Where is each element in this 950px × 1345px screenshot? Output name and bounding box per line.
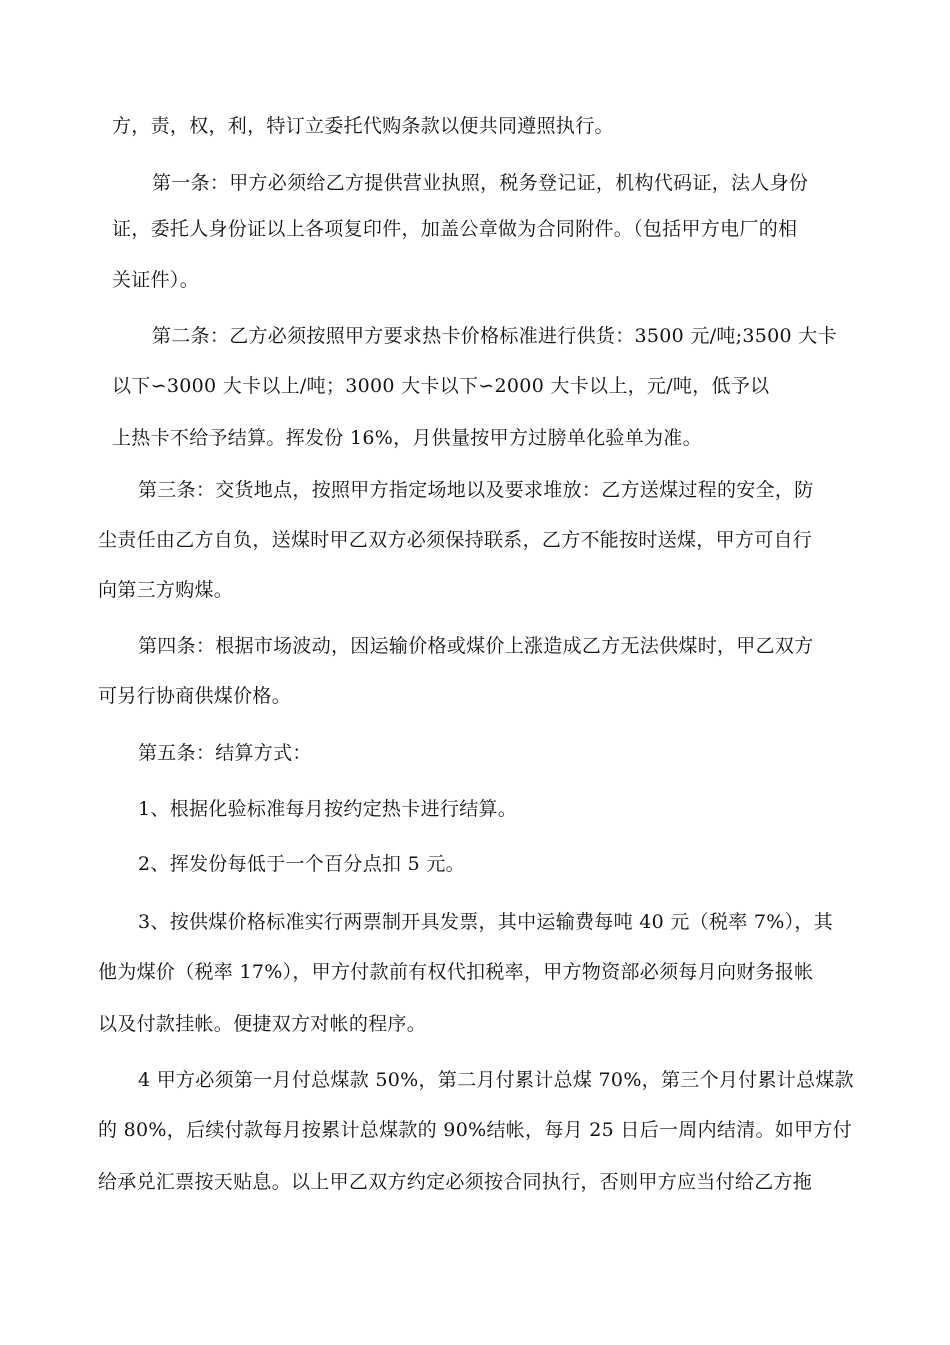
article-1-line: 第一条：甲方必须给乙方提供营业执照，税务登记证，机构代码证，法人身份 (152, 172, 809, 194)
text-line: 方，责，权，利，特订立委托代购条款以便共同遵照执行。 (112, 115, 614, 137)
clause-1-line: 1、根据化验标准每月按约定热卡进行结算。 (138, 798, 518, 820)
clause-4-line: 4 甲方必须第一月付总煤款 50%，第二月付累计总煤 70%，第三个月付累计总煤款 (138, 1069, 854, 1091)
text-line: 证，委托人身份证以上各项复印件，加盖公章做为合同附件。（包括甲方电厂的相 (112, 218, 798, 240)
article-4-line: 第四条：根据市场波动，因运输价格或煤价上涨造成乙方无法供煤时，甲乙双方 (138, 635, 814, 657)
text-line: 他为煤价（税率 17%），甲方付款前有权代扣税率，甲方物资部必须每月向财务报帐 (98, 961, 814, 983)
text-line: 向第三方购煤。 (98, 579, 234, 601)
text-line: 以及付款挂帐。便捷双方对帐的程序。 (98, 1013, 427, 1035)
text-line: 给承兑汇票按天贴息。以上甲乙双方约定必须按合同执行，否则甲方应当付给乙方拖 (98, 1171, 813, 1193)
clause-2-line: 2、挥发份每低于一个百分点扣 5 元。 (138, 853, 465, 875)
text-line: 关证件）。 (112, 269, 200, 291)
text-line: 可另行协商供煤价格。 (98, 685, 292, 707)
text-line: 尘责任由乙方自负，送煤时甲乙双方必须保持联系，乙方不能按时送煤，甲方可自行 (98, 529, 813, 551)
article-5-line: 第五条：结算方式： (138, 742, 312, 764)
article-2-line: 第二条：乙方必须按照甲方要求热卡价格标准进行供货：3500 元/吨;3500 大卡 (152, 325, 837, 347)
text-line: 的 80%，后续付款每月按累计总煤款的 90%结帐，每月 25 日后一周内结清。如甲方付 (98, 1119, 852, 1141)
text-line: 以下∽3000 大卡以上/吨；3000 大卡以下∽2000 大卡以上，元/吨，低予以 (112, 375, 770, 397)
article-3-line: 第三条：交货地点，按照甲方指定场地以及要求堆放：乙方送煤过程的安全，防 (138, 479, 814, 501)
text-line: 上热卡不给予结算。挥发份 16%，月供量按甲方过膀单化验单为准。 (112, 427, 702, 449)
clause-3-line: 3、按供煤价格标准实行两票制开具发票，其中运输费每吨 40 元（税率 7%），其 (138, 911, 834, 933)
